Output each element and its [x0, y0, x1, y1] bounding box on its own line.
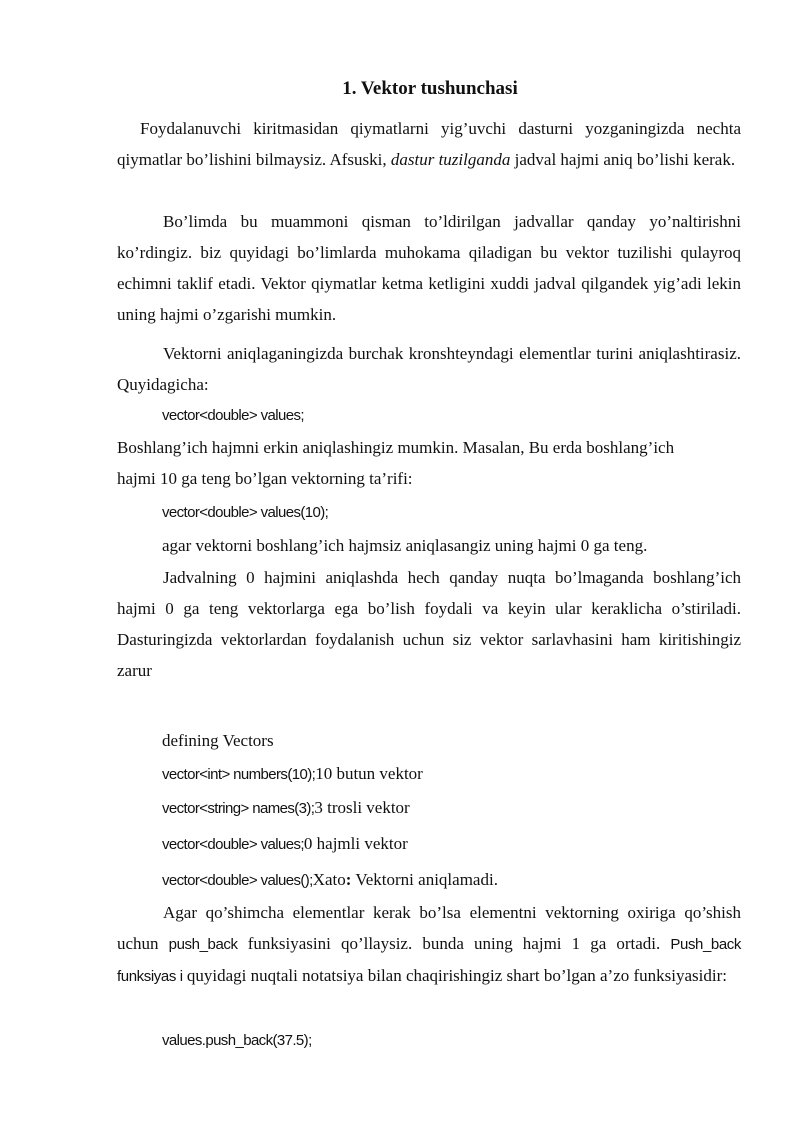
code-vector-values-10: vector<double> values(10); [162, 504, 329, 521]
paragraph-zero-size: agar vektorni boshlang’ich hajmsiz aniqlasangiz uning hajmi 0 ga teng. [162, 536, 648, 555]
example-row-string [162, 797, 410, 820]
example-desc-colon: : [345, 870, 352, 889]
push-back-inline-code-2: Push_back funksiyas i [117, 936, 742, 985]
paragraph-grow-vectors [117, 562, 741, 686]
paragraph-partially-filled [117, 206, 741, 330]
example-desc: 0 hajmli vektor [303, 834, 408, 853]
example-desc: Xato [312, 870, 346, 889]
example-code: vector<double> values; [162, 836, 304, 853]
defining-vectors-heading: defining Vectors [162, 731, 274, 750]
example-row-int [162, 763, 423, 786]
paragraph-initial-size-line1: Boshlang’ich hajmni erkin aniqlashingiz mumkin. Masalan, Bu erda boshlang’ich [117, 438, 675, 457]
code-push-back: values.push_back(37.5); [162, 1032, 312, 1049]
paragraph-intro [117, 113, 741, 175]
paragraph-initial-size-line2: hajmi 10 ga teng bo’lgan vektorning ta’rifi: [117, 469, 413, 488]
example-code: vector<double> values(); [162, 872, 313, 889]
paragraph-define-vector [117, 338, 741, 400]
paragraph-grow-vectors-text: Jadvalning 0 hajmini aniqlashda hech qanday nuqta bo’lmaganda boshlang’ich hajmi 0 ga teng vektorlarga ega bo’lish foydali va keyin ular keraklicha o’stiriladi. Dasturingizda vektorlardan foydalanish uchun siz vektor sarlavhasini ham kiritishingiz zarur [117, 568, 741, 680]
example-code: vector<int> numbers(10); [162, 766, 316, 783]
paragraph-partially-filled-text: Bo’limda bu muammoni qisman to’ldirilgan jadvallar qanday yo’naltirishni ko’rdingiz. biz quyidagi bo’limlarda muhokama qiladigan bu vektor tuzilishi qulayroq echimni taklif etadi. Vektor qiymatlar ketma ketligini xuddi jadval qilgandek yig’adi lekin uning hajmi o’zgarishi mumkin. [117, 212, 741, 324]
paragraph-define-vector-text: Vektorni aniqlaganingizda burchak kronshteyndagi elementlar turini aniqlashtirasiz. Quyidagicha: [117, 344, 741, 394]
paragraph-push-back [117, 897, 741, 992]
paragraph-intro-text-a: Foydalanuvchi kiritmasidan qiymatlarni yig’uvchi dasturni yozganingizda nechta qiymatlar bo’lishini bilmaysiz. Afsuski, [117, 119, 741, 169]
example-desc: 3 trosli vektor [314, 798, 410, 817]
push-back-inline-code: push_back [168, 936, 238, 953]
example-row-double [162, 833, 408, 856]
example-desc: 10 butun vektor [315, 764, 423, 783]
code-vector-values: vector<double> values; [162, 407, 304, 424]
example-code: vector<string> names(3); [162, 800, 315, 817]
example-row-error [162, 869, 498, 892]
example-desc-rest: Vektorni aniqlamadi. [351, 870, 498, 889]
paragraph-push-back-text-b: funksiyasini qo’llaysiz. bunda uning hajmi 1 ga ortadi. [237, 934, 671, 953]
section-title: 1. Vektor tushunchasi [342, 78, 518, 99]
paragraph-intro-text-b: jadval hajmi aniq bo’lishi kerak. [510, 150, 736, 169]
paragraph-push-back-text-a: Agar qo’shimcha elementlar kerak bo’lsa elementni vektorning oxiriga qo’shish uchun [117, 903, 741, 953]
paragraph-push-back-text-c: quyidagi nuqtali notatsiya bilan chaqirishingiz shart bo’lgan a’zo funksiyasidir: [182, 966, 727, 985]
paragraph-intro-italic: dastur tuzilganda [390, 150, 511, 169]
